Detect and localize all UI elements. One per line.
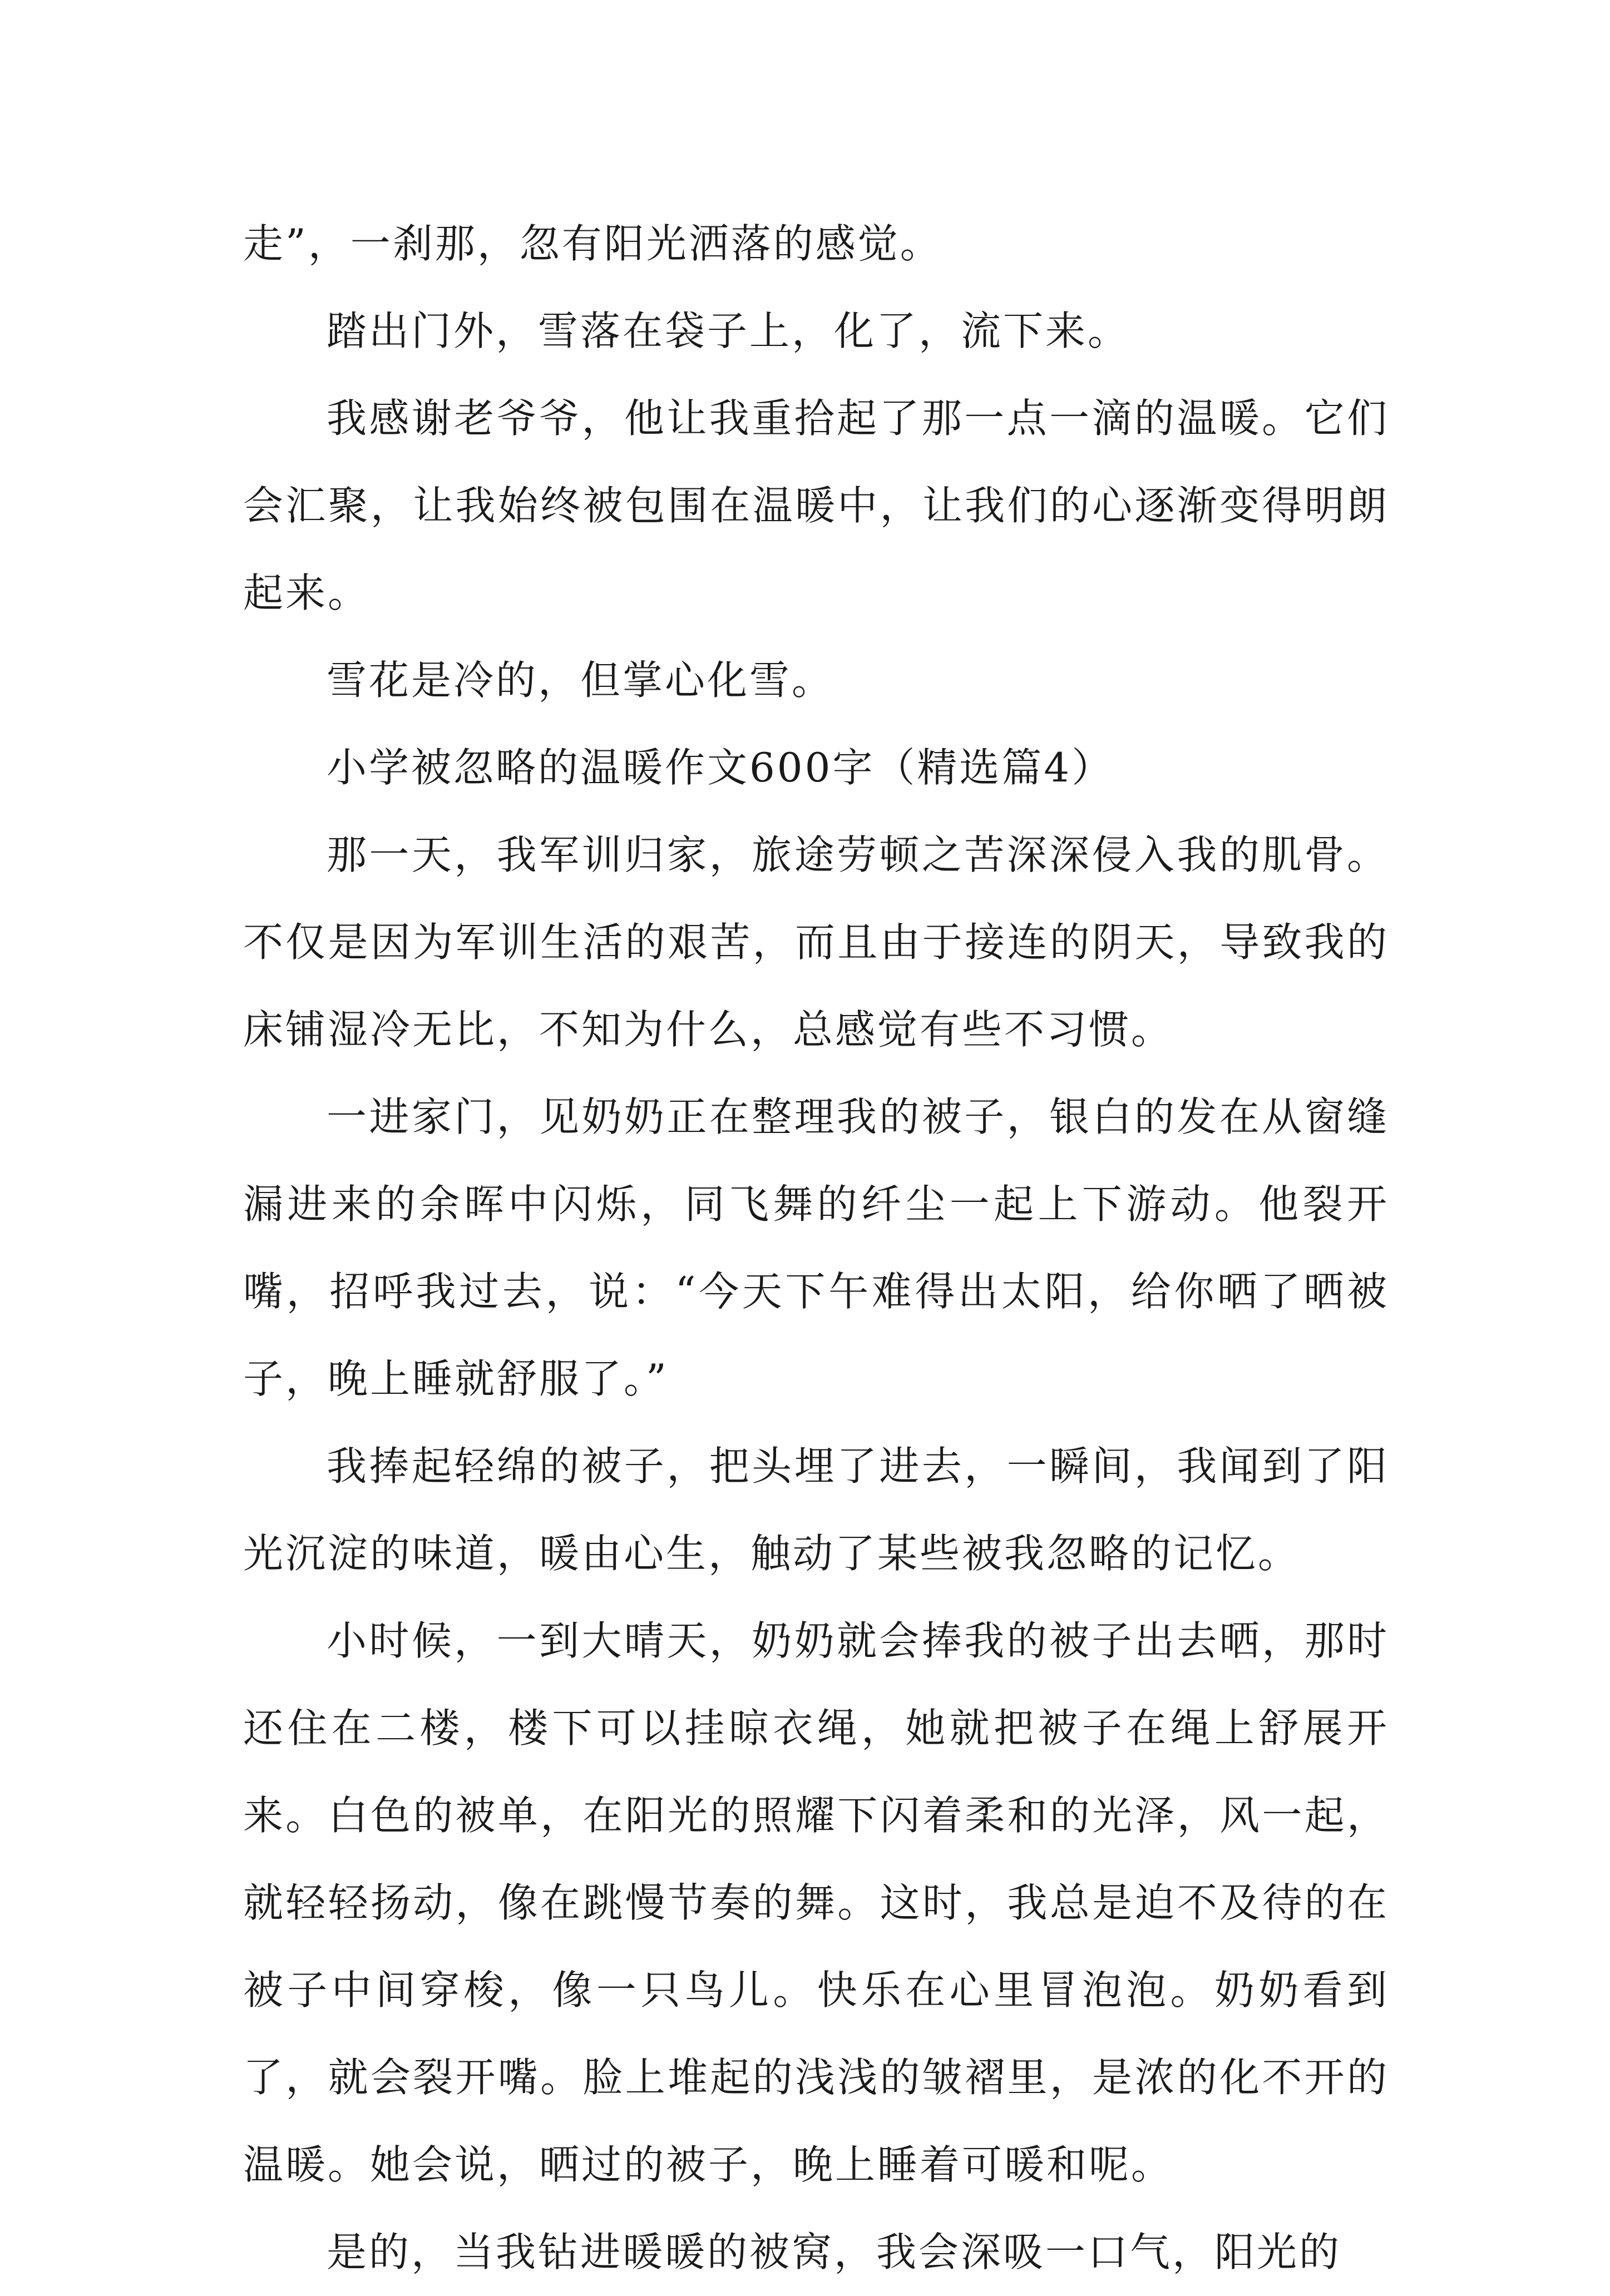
section-heading: 小学被忽略的温暖作文600字（精选篇4） (327, 744, 1114, 791)
paragraph-2: 踏出门外，雪落在袋子上，化了，流下来。 (327, 308, 1130, 354)
paragraph-4: 雪花是冷的，但掌心化雪。 (327, 657, 834, 704)
article-body (243, 200, 1389, 2296)
paragraph-7: 一进家门，见奶奶正在整理我的被子，银白的发在从窗缝漏进来的余晖中闪烁，同飞舞的纤尘一起上下游动。他裂开嘴，招呼我过去，说：“今天下午难得出太阳，给你晒了晒被子，晚上睡就舒服了。” (243, 1093, 1389, 1402)
paragraph-8: 我捧起轻绵的被子，把头埋了进去，一瞬间，我闻到了阳光沉淀的味道，暖由心生，触动了某些被我忽略的记忆。 (243, 1443, 1389, 1577)
paragraph-10: 是的，当我钻进暖暖的被窝，我会深吸一口气，阳光的 (327, 2229, 1342, 2275)
paragraph-9: 小时候，一到大晴天，奶奶就会捧我的被子出去晒，那时还住在二楼，楼下可以挂晾衣绳，她就把被子在绳上舒展开来。白色的被单，在阳光的照耀下闪着柔和的光泽，风一起，就轻轻扬动，像在跳慢节奏的舞。这时，我总是迫不及待的在被子中间穿梭，像一只鸟儿。快乐在心里冒泡泡。奶奶看到了，就会裂开嘴。脸上堆起的浅浅的皱褶里，是浓的化不开的温暖。她会说，晒过的被子，晚上睡着可暖和呢。 (243, 1617, 1389, 2188)
paragraph-3: 我感谢老爷爷，他让我重拾起了那一点一滴的温暖。它们会汇聚，让我始终被包围在温暖中，让我们的心逐渐变得明朗起来。 (243, 395, 1389, 616)
paragraph-6: 那一天，我军训归家，旅途劳顿之苦深深侵入我的肌骨。不仅是因为军训生活的艰苦，而且由于接连的阴天，导致我的床铺湿冷无比，不知为什么，总感觉有些不习惯。 (243, 832, 1389, 1053)
paragraph-1: 走”，一刹那，忽有阳光洒落的感觉。 (243, 220, 942, 267)
